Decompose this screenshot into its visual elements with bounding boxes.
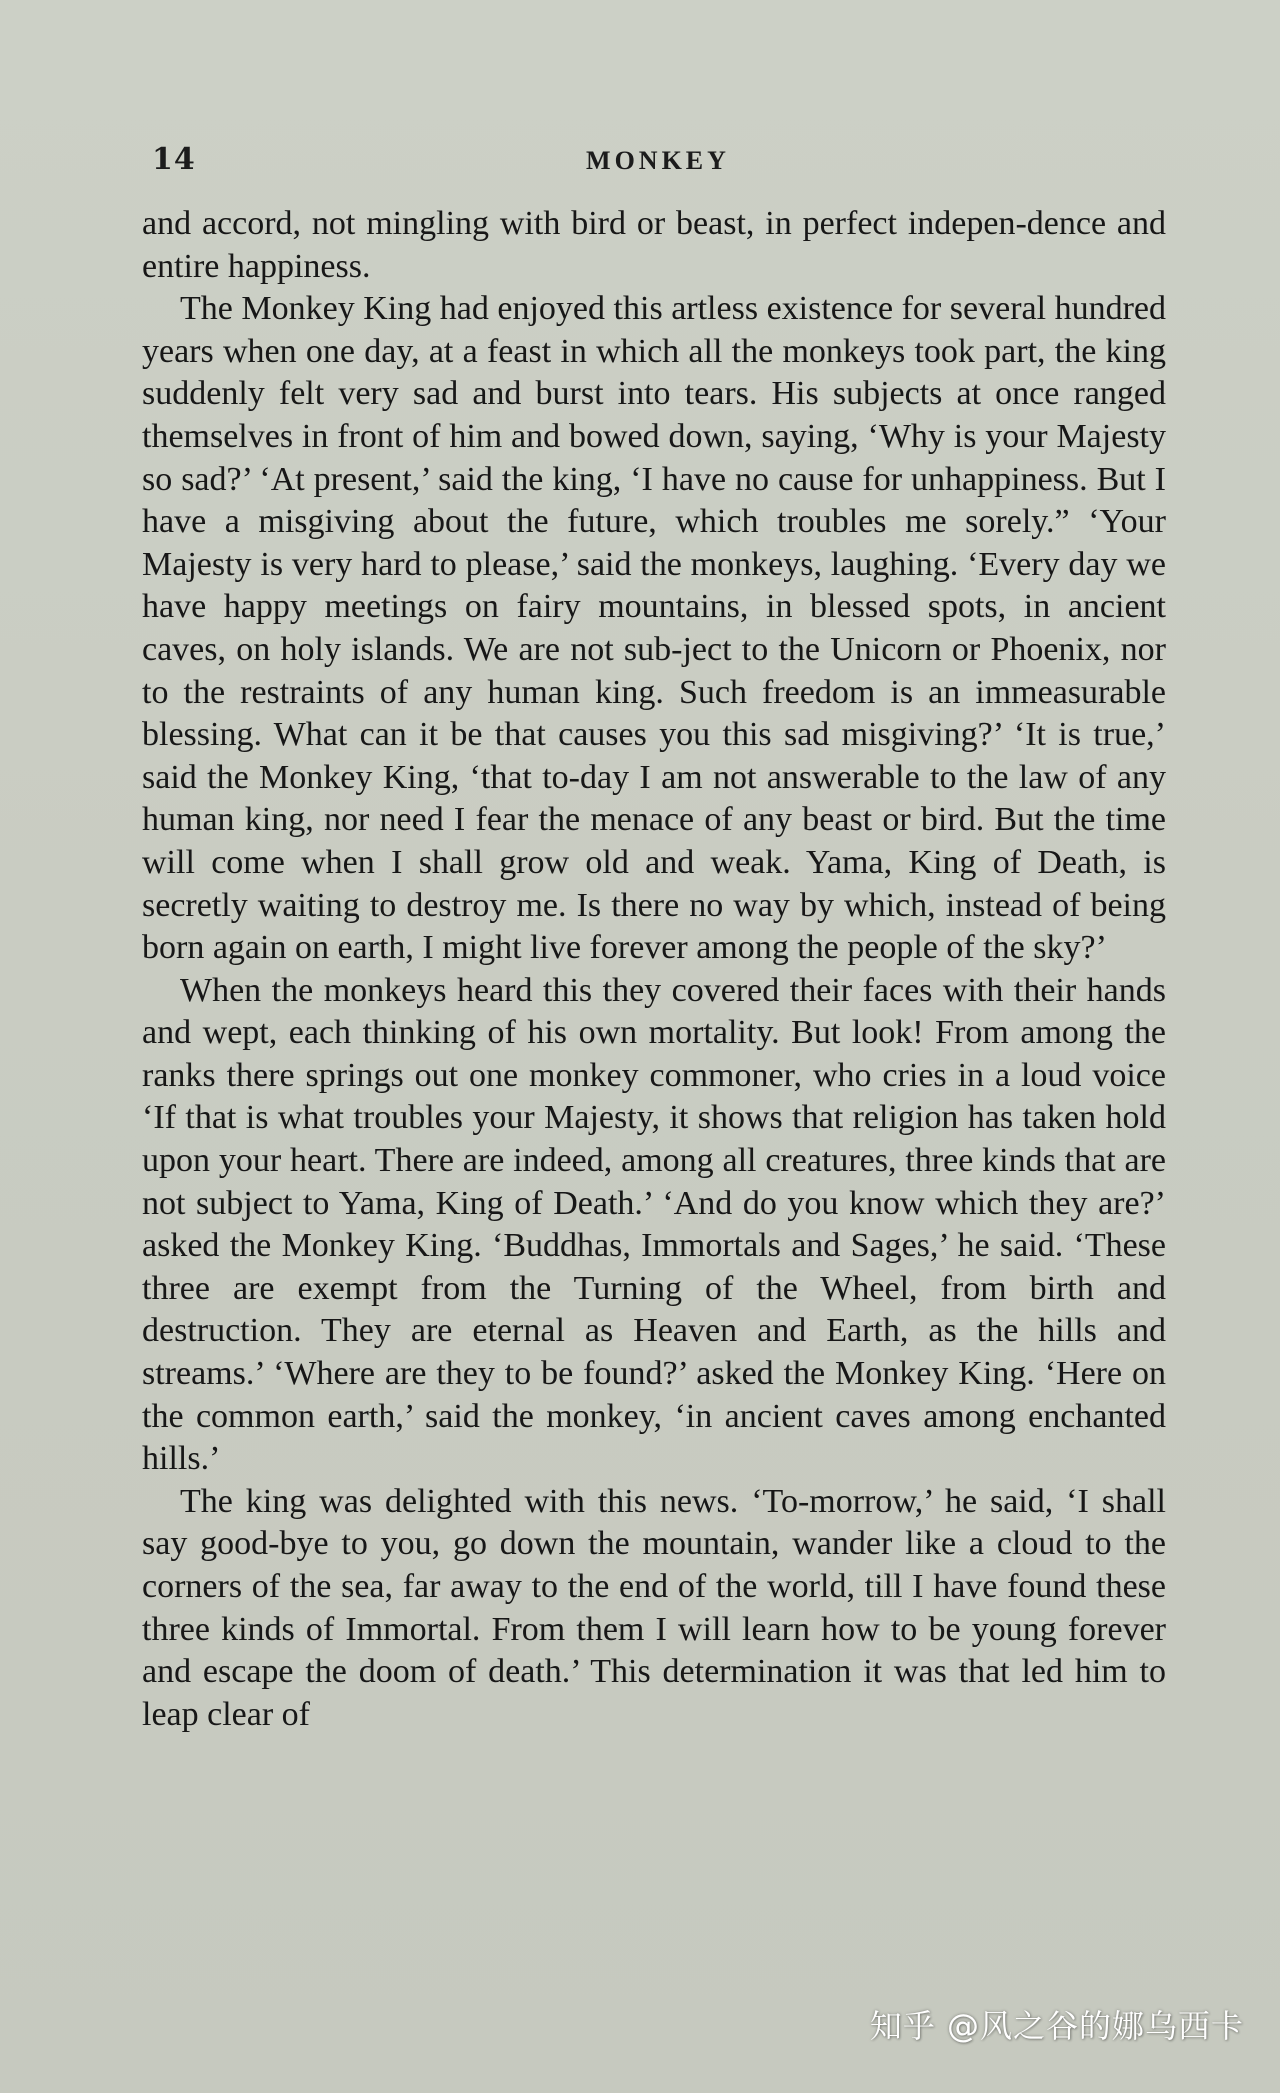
body-text [142,203,1166,1736]
page-header [152,142,1164,186]
page-number: 14 [152,142,196,177]
paragraph: The king was delighted with this news. ‘To-morrow,’ he said, ‘I shall say good-bye to you, go down the mountain, wander like a cloud to the corners of the sea, far away to the end of the world, till I have found these three kinds of Immortal. From them I will learn how to be young forever and escape the doom of death.’ This determination it was that led him to leap clear of [142,1482,1166,1733]
watermark: 知乎 @风之谷的娜乌西卡 [869,2007,1244,2045]
running-head: MONKEY [586,146,730,175]
paragraph: When the monkeys heard this they covered their faces with their hands and wept, each thinking of his own mortality. But look! From among the ranks there springs out one monkey commoner, who cries in a loud voice ‘If that is what troubles your Majesty, it shows that religion has taken hold upon your heart. There are indeed, among all creatures, three kinds that are not subject to Yama, King of Death.’ ‘And do you know which they are?’ asked the Monkey King. ‘Buddhas, Immortals and Sages,’ he said. ‘These three are exempt from the Turning of the Wheel, from birth and destruction. They are eternal as Heaven and Earth, as the hills and streams.’ ‘Where are they to be found?’ asked the Monkey King. ‘Here on the common earth,’ said the monkey, ‘in ancient caves among enchanted hills.’ [142,971,1166,1478]
paragraph-continuation: and accord, not mingling with bird or beast, in perfect indepen-dence and entire happiness. [142,205,1166,285]
paragraph: The Monkey King had enjoyed this artless existence for several hundred years when one day, at a feast in which all the monkeys took part, the king suddenly felt very sad and burst into tears. His subjects at once ranged themselves in front of him and bowed down, saying, ‘Why is your Majesty so sad?’ ‘At present,’ said the king, ‘I have no cause for unhappiness. But I have a misgiving about the future, which troubles me sorely.” ‘Your Majesty is very hard to please,’ said the monkeys, laughing. ‘Every day we have happy meetings on fairy mountains, in blessed spots, in ancient caves, on holy islands. We are not sub-ject to the Unicorn or Phoenix, nor to the restraints of any human king. Such freedom is an immeasurable blessing. What can it be that causes you this sad misgiving?’ ‘It is true,’ said the Monkey King, ‘that to-day I am not answerable to the law of any human king, nor need I fear the menace of any beast or bird. But the time will come when I shall grow old and weak. Yama, King of Death, is secretly waiting to destroy me. Is there no way by which, instead of being born again on earth, I might live forever among the people of the sky?’ [142,290,1166,967]
